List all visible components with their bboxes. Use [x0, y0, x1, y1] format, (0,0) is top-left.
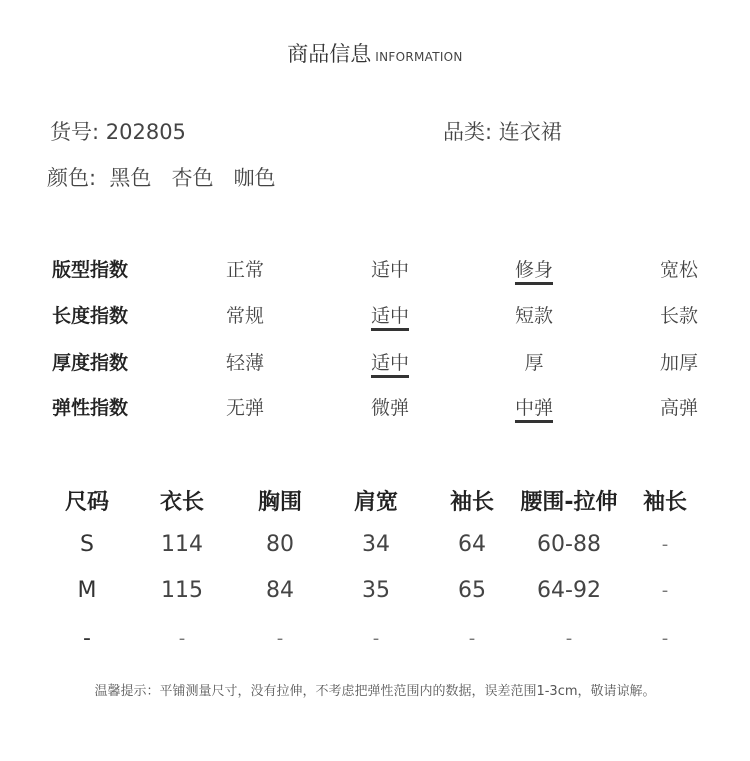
- size-cell: S: [80, 532, 94, 557]
- size-value-cell: 80: [266, 532, 294, 557]
- tip-note: 温馨提示：平铺测量尺寸，没有拉伸，不考虑把弹性范围内的数据，误差范围1-3cm，敬请谅解。: [94, 684, 656, 699]
- size-value-cell: -: [661, 534, 669, 555]
- size-value-cell: 84: [266, 578, 294, 603]
- size-value-cell: -: [661, 580, 669, 601]
- page-title: [0, 38, 750, 68]
- size-value-cell: -: [276, 628, 284, 649]
- index-option: 加厚: [659, 352, 698, 374]
- index-option-selected: 适中: [370, 352, 409, 374]
- size-header: 衣长: [159, 490, 204, 515]
- index-option: 长款: [659, 305, 698, 327]
- size-value-cell: 60-88: [537, 532, 601, 557]
- size-cell: M: [77, 578, 97, 603]
- title-en: INFORMATION: [375, 50, 463, 64]
- size-header: 腰围-拉伸: [520, 490, 618, 515]
- colors-text: 颜色: 黑色 杏色 咖色: [47, 166, 276, 190]
- size-value-cell: -: [372, 628, 380, 649]
- size-value-cell: 34: [362, 532, 390, 557]
- index-option: 常规: [225, 305, 264, 327]
- index-option: 短款: [514, 305, 553, 327]
- size-value-cell: 35: [362, 578, 390, 603]
- sku-text: 货号: 202805: [50, 120, 186, 144]
- index-label: 弹性指数: [52, 397, 129, 419]
- size-header: 尺码: [64, 490, 109, 515]
- index-option-selected: 中弹: [514, 397, 553, 419]
- size-value-cell: 64-92: [537, 578, 601, 603]
- size-value-cell: 114: [161, 532, 203, 557]
- index-option-selected: 修身: [514, 259, 553, 281]
- index-option: 轻薄: [225, 352, 264, 374]
- size-header: 肩宽: [353, 490, 398, 515]
- index-option: 微弹: [370, 397, 409, 419]
- title-cn: 商品信息: [287, 42, 372, 66]
- size-value-cell: 115: [161, 578, 203, 603]
- size-header: 胸围: [257, 490, 302, 515]
- size-value-cell: -: [565, 628, 573, 649]
- index-option-selected: 适中: [370, 305, 409, 327]
- index-option: 无弹: [225, 397, 264, 419]
- category-text: 品类: 连衣裙: [443, 120, 562, 144]
- size-cell: -: [83, 626, 91, 651]
- index-label: 版型指数: [52, 259, 129, 281]
- size-value-cell: -: [661, 628, 669, 649]
- index-option: 厚: [524, 352, 544, 374]
- size-value-cell: 65: [458, 578, 486, 603]
- index-option: 适中: [370, 259, 409, 281]
- index-option: 正常: [225, 259, 264, 281]
- index-option: 宽松: [659, 259, 698, 281]
- size-header: 袖长: [642, 490, 687, 515]
- size-header: 袖长: [449, 490, 494, 515]
- index-label: 长度指数: [52, 305, 129, 327]
- index-label: 厚度指数: [52, 352, 129, 374]
- size-value-cell: -: [468, 628, 476, 649]
- size-value-cell: 64: [458, 532, 486, 557]
- index-option: 高弹: [659, 397, 698, 419]
- size-value-cell: -: [178, 628, 186, 649]
